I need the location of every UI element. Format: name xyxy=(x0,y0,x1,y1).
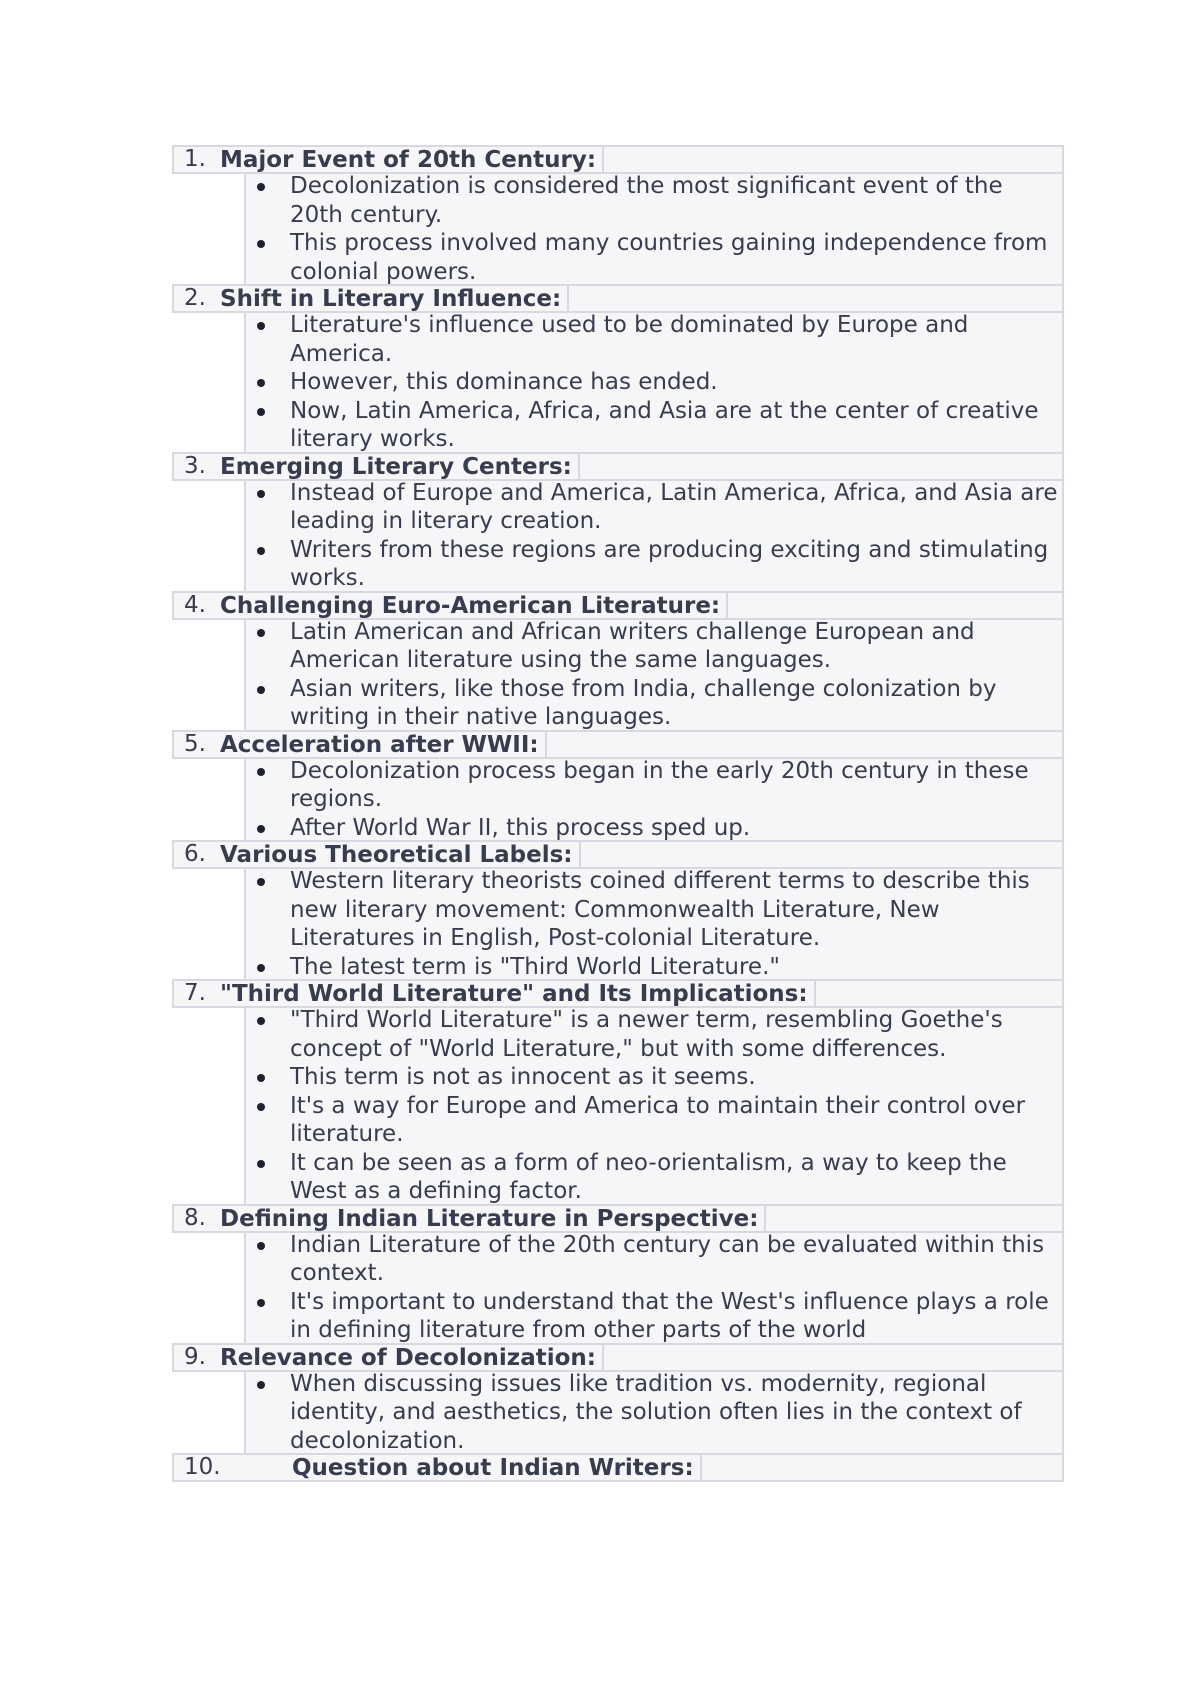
item-bullets xyxy=(244,757,1064,843)
list-item xyxy=(246,229,1062,286)
item-bullets xyxy=(244,172,1064,286)
bullet-text: Instead of Europe and America, Latin America, Africa, and Asia are leading in literary creation. xyxy=(290,479,1058,534)
item-heading xyxy=(172,1453,1064,1482)
list-item xyxy=(246,1370,1062,1456)
item-heading xyxy=(172,1204,1064,1233)
item-heading xyxy=(172,284,1064,313)
bullet-text: It's a way for Europe and America to maintain their control over literature. xyxy=(290,1092,1026,1147)
bullet-icon xyxy=(257,379,265,387)
item-heading xyxy=(172,1343,1064,1372)
item-heading xyxy=(172,840,1064,869)
item-title: "Third World Literature" and Its Implications: xyxy=(220,980,816,1007)
item-number: 1. xyxy=(184,146,206,172)
bullet-icon xyxy=(257,768,265,776)
list-item xyxy=(246,172,1062,229)
item-bullets xyxy=(244,1231,1064,1345)
bullet-text: This term is not as innocent as it seems. xyxy=(290,1064,756,1090)
bullet-icon xyxy=(257,1160,265,1168)
bullet-icon xyxy=(257,825,265,833)
bullet-text: Asian writers, like those from India, challenge colonization by writing in their native languages. xyxy=(290,675,997,730)
list-item xyxy=(246,675,1062,732)
bullet-icon xyxy=(257,878,265,886)
bullet-text: However, this dominance has ended. xyxy=(290,369,718,395)
item-number: 3. xyxy=(184,452,206,479)
item-title: Relevance of Decolonization: xyxy=(220,1344,604,1371)
item-number: 10. xyxy=(184,1454,221,1480)
item-heading xyxy=(172,979,1064,1008)
item-heading xyxy=(172,730,1064,759)
bullet-text: When discussing issues like tradition vs. modernity, regional identity, and aesthetics, the solution often lies in the context of decolonization. xyxy=(290,1370,1022,1454)
list-item xyxy=(246,814,1062,843)
list-item xyxy=(246,479,1062,536)
bullet-icon xyxy=(257,1017,265,1025)
list-item xyxy=(246,368,1062,397)
bullet-text: This process involved many countries gaining independence from colonial powers. xyxy=(290,230,1048,285)
item-title: Question about Indian Writers: xyxy=(292,1454,702,1481)
document-outline xyxy=(172,145,1064,1482)
bullet-icon xyxy=(257,1074,265,1082)
item-title: Shift in Literary Influence: xyxy=(220,285,569,312)
list-item xyxy=(246,618,1062,675)
bullet-text: Writers from these regions are producing exciting and stimulating works. xyxy=(290,536,1049,591)
item-number: 6. xyxy=(184,841,206,867)
item-number: 4. xyxy=(184,591,206,618)
bullet-icon xyxy=(257,964,265,972)
bullet-text: After World War II, this process sped up. xyxy=(290,814,751,841)
item-number: 2. xyxy=(184,285,206,311)
bullet-icon xyxy=(257,629,265,637)
bullet-text: It's important to understand that the West's influence plays a role in defining literature from other parts of the world xyxy=(290,1288,1049,1343)
list-item xyxy=(246,1063,1062,1092)
list-item xyxy=(246,953,1062,982)
item-bullets xyxy=(244,479,1064,593)
item-bullets xyxy=(244,867,1064,981)
item-title: Defining Indian Literature in Perspective: xyxy=(220,1205,766,1232)
item-number: 9. xyxy=(184,1343,206,1370)
bullet-icon xyxy=(257,1381,265,1389)
item-heading xyxy=(172,452,1064,481)
bullet-icon xyxy=(257,408,265,416)
list-item xyxy=(246,867,1062,953)
bullet-text: The latest term is "Third World Literature." xyxy=(290,953,780,980)
item-bullets xyxy=(244,311,1064,454)
bullet-text: Literature's influence used to be dominated by Europe and America. xyxy=(290,312,969,367)
item-number: 8. xyxy=(184,1204,206,1231)
bullet-text: "Third World Literature" is a newer term, resembling Goethe's concept of "World Literature," but with some differences. xyxy=(290,1007,1003,1062)
bullet-icon xyxy=(257,1242,265,1250)
item-number: 5. xyxy=(184,730,206,757)
item-bullets xyxy=(244,618,1064,732)
bullet-text: Indian Literature of the 20th century can be evaluated within this context. xyxy=(290,1231,1045,1286)
bullet-text: Latin American and African writers challenge European and American literature using the same languages. xyxy=(290,618,975,673)
bullet-icon xyxy=(257,490,265,498)
item-title: Challenging Euro-American Literature: xyxy=(220,592,728,619)
bullet-text: Decolonization is considered the most significant event of the 20th century. xyxy=(290,173,1003,228)
bullet-text: Western literary theorists coined different terms to describe this new literary movement: Commonwealth Literature, New Literatures in English, Post-colonial Literature. xyxy=(290,868,1030,951)
bullet-icon xyxy=(257,183,265,191)
list-item xyxy=(246,1231,1062,1288)
bullet-text: Now, Latin America, Africa, and Asia are at the center of creative literary works. xyxy=(290,397,1039,452)
list-item xyxy=(246,1149,1062,1206)
bullet-icon xyxy=(257,686,265,694)
list-item xyxy=(246,757,1062,814)
bullet-icon xyxy=(257,1103,265,1111)
bullet-icon xyxy=(257,547,265,555)
list-item xyxy=(246,397,1062,454)
item-heading xyxy=(172,591,1064,620)
bullet-icon xyxy=(257,322,265,330)
bullet-icon xyxy=(257,240,265,248)
item-bullets xyxy=(244,1370,1064,1456)
item-number: 7. xyxy=(184,980,206,1006)
list-item xyxy=(246,1288,1062,1345)
item-title: Various Theoretical Labels: xyxy=(220,841,581,868)
bullet-text: Decolonization process began in the early 20th century in these regions. xyxy=(290,757,1029,812)
item-title: Major Event of 20th Century: xyxy=(220,146,604,173)
list-item xyxy=(246,536,1062,593)
list-item xyxy=(246,1092,1062,1149)
item-heading xyxy=(172,145,1064,174)
item-title: Acceleration after WWII: xyxy=(220,731,547,758)
bullet-text: It can be seen as a form of neo-orientalism, a way to keep the West as a defining factor. xyxy=(290,1149,1007,1204)
bullet-icon xyxy=(257,1299,265,1307)
list-item xyxy=(246,1006,1062,1063)
list-item xyxy=(246,311,1062,368)
item-bullets xyxy=(244,1006,1064,1206)
item-title: Emerging Literary Centers: xyxy=(220,453,580,480)
